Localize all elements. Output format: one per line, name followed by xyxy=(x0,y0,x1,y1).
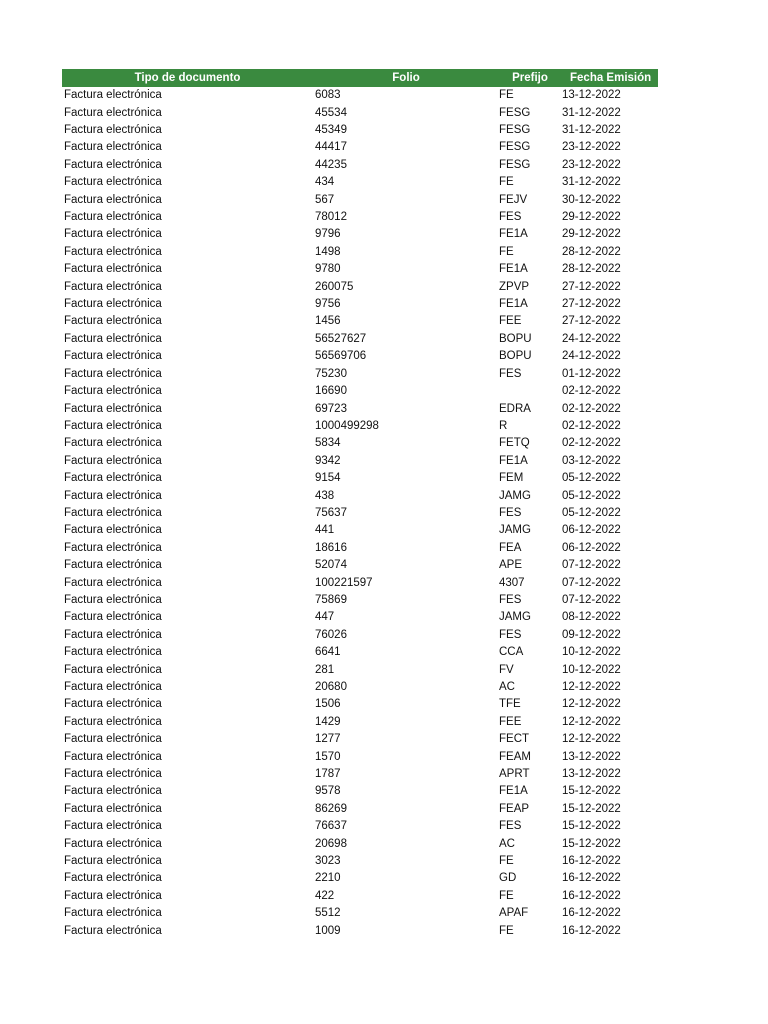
header-fecha-emision: Fecha Emisión xyxy=(570,71,652,84)
cell-folio: 45534 xyxy=(315,106,347,119)
table-row xyxy=(62,139,658,156)
cell-prefijo: FE1A xyxy=(499,298,528,311)
cell-fecha-emision: 29-12-2022 xyxy=(562,211,621,224)
table-row xyxy=(62,366,658,383)
cell-prefijo: JAMG xyxy=(499,489,531,502)
table-row xyxy=(62,783,658,800)
table-row xyxy=(62,400,658,417)
table-row xyxy=(62,522,658,539)
cell-tipo-documento: Factura electrónica xyxy=(64,158,162,171)
cell-tipo-documento: Factura electrónica xyxy=(64,715,162,728)
cell-fecha-emision: 07-12-2022 xyxy=(562,576,621,589)
header-prefijo: Prefijo xyxy=(512,71,548,84)
cell-prefijo: FEE xyxy=(499,315,522,328)
cell-tipo-documento: Factura electrónica xyxy=(64,245,162,258)
cell-folio: 86269 xyxy=(315,802,347,815)
cell-folio: 56527627 xyxy=(315,332,367,345)
table-row xyxy=(62,122,658,139)
cell-folio: 9154 xyxy=(315,472,341,485)
cell-tipo-documento: Factura electrónica xyxy=(64,263,162,276)
table-row xyxy=(62,714,658,731)
cell-tipo-documento: Factura electrónica xyxy=(64,924,162,937)
cell-tipo-documento: Factura electrónica xyxy=(64,663,162,676)
cell-folio: 9342 xyxy=(315,454,341,467)
table-row xyxy=(62,505,658,522)
cell-fecha-emision: 31-12-2022 xyxy=(562,176,621,189)
cell-fecha-emision: 10-12-2022 xyxy=(562,663,621,676)
cell-prefijo: TFE xyxy=(499,698,521,711)
cell-fecha-emision: 16-12-2022 xyxy=(562,872,621,885)
table-row xyxy=(62,226,658,243)
cell-folio: 16690 xyxy=(315,385,347,398)
cell-folio: 20680 xyxy=(315,681,347,694)
cell-prefijo: FECT xyxy=(499,733,530,746)
cell-prefijo: AC xyxy=(499,681,515,694)
cell-tipo-documento: Factura electrónica xyxy=(64,785,162,798)
cell-prefijo: CCA xyxy=(499,646,524,659)
cell-folio: 9780 xyxy=(315,263,341,276)
table-row xyxy=(62,209,658,226)
invoice-table xyxy=(62,69,658,940)
cell-fecha-emision: 24-12-2022 xyxy=(562,332,621,345)
cell-fecha-emision: 16-12-2022 xyxy=(562,889,621,902)
cell-tipo-documento: Factura electrónica xyxy=(64,280,162,293)
table-row xyxy=(62,453,658,470)
table-row xyxy=(62,418,658,435)
cell-tipo-documento: Factura electrónica xyxy=(64,576,162,589)
cell-folio: 1456 xyxy=(315,315,341,328)
cell-prefijo: FEAP xyxy=(499,802,530,815)
cell-tipo-documento: Factura electrónica xyxy=(64,402,162,415)
cell-tipo-documento: Factura electrónica xyxy=(64,768,162,781)
cell-prefijo: FE xyxy=(499,855,514,868)
cell-prefijo: ZPVP xyxy=(499,280,530,293)
cell-folio: 1277 xyxy=(315,733,341,746)
cell-fecha-emision: 03-12-2022 xyxy=(562,454,621,467)
cell-folio: 9756 xyxy=(315,298,341,311)
cell-fecha-emision: 12-12-2022 xyxy=(562,733,621,746)
cell-fecha-emision: 02-12-2022 xyxy=(562,437,621,450)
cell-fecha-emision: 02-12-2022 xyxy=(562,402,621,415)
cell-fecha-emision: 13-12-2022 xyxy=(562,768,621,781)
table-row xyxy=(62,244,658,261)
cell-tipo-documento: Factura electrónica xyxy=(64,419,162,432)
cell-fecha-emision: 02-12-2022 xyxy=(562,385,621,398)
cell-fecha-emision: 05-12-2022 xyxy=(562,489,621,502)
table-row xyxy=(62,609,658,626)
table-row xyxy=(62,731,658,748)
table-row xyxy=(62,888,658,905)
cell-fecha-emision: 28-12-2022 xyxy=(562,245,621,258)
header-tipo-documento: Tipo de documento xyxy=(134,71,241,84)
cell-folio: 1000499298 xyxy=(315,419,379,432)
cell-folio: 44235 xyxy=(315,158,347,171)
cell-prefijo: AC xyxy=(499,837,515,850)
table-row xyxy=(62,174,658,191)
table-row xyxy=(62,679,658,696)
table-row xyxy=(62,313,658,330)
cell-folio: 438 xyxy=(315,489,335,502)
table-row xyxy=(62,540,658,557)
cell-fecha-emision: 06-12-2022 xyxy=(562,541,621,554)
cell-fecha-emision: 27-12-2022 xyxy=(562,280,621,293)
cell-tipo-documento: Factura electrónica xyxy=(64,802,162,815)
cell-folio: 5512 xyxy=(315,907,341,920)
cell-fecha-emision: 12-12-2022 xyxy=(562,681,621,694)
cell-folio: 18616 xyxy=(315,541,347,554)
cell-prefijo: FE1A xyxy=(499,263,528,276)
cell-tipo-documento: Factura electrónica xyxy=(64,733,162,746)
cell-tipo-documento: Factura electrónica xyxy=(64,872,162,885)
cell-fecha-emision: 23-12-2022 xyxy=(562,141,621,154)
cell-tipo-documento: Factura electrónica xyxy=(64,750,162,763)
cell-prefijo: BOPU xyxy=(499,332,532,345)
cell-tipo-documento: Factura electrónica xyxy=(64,628,162,641)
table-row xyxy=(62,296,658,313)
cell-fecha-emision: 15-12-2022 xyxy=(562,785,621,798)
cell-prefijo: FETQ xyxy=(499,437,530,450)
cell-prefijo: FEA xyxy=(499,541,522,554)
cell-prefijo: GD xyxy=(499,872,517,885)
cell-fecha-emision: 16-12-2022 xyxy=(562,907,621,920)
table-row xyxy=(62,627,658,644)
cell-folio: 441 xyxy=(315,524,335,537)
cell-folio: 100221597 xyxy=(315,576,373,589)
table-row xyxy=(62,835,658,852)
table-row xyxy=(62,470,658,487)
cell-fecha-emision: 16-12-2022 xyxy=(562,855,621,868)
cell-prefijo: FESG xyxy=(499,124,531,137)
cell-fecha-emision: 08-12-2022 xyxy=(562,611,621,624)
cell-prefijo: FE xyxy=(499,245,514,258)
cell-prefijo: FESG xyxy=(499,158,531,171)
table-row xyxy=(62,748,658,765)
cell-prefijo: APRT xyxy=(499,768,530,781)
cell-tipo-documento: Factura electrónica xyxy=(64,106,162,119)
cell-fecha-emision: 15-12-2022 xyxy=(562,802,621,815)
cell-fecha-emision: 09-12-2022 xyxy=(562,628,621,641)
cell-prefijo: FE1A xyxy=(499,785,528,798)
cell-prefijo: FEE xyxy=(499,715,522,728)
cell-fecha-emision: 06-12-2022 xyxy=(562,524,621,537)
cell-prefijo: FESG xyxy=(499,106,531,119)
cell-prefijo: FES xyxy=(499,367,522,380)
table-row xyxy=(62,87,658,104)
table-row xyxy=(62,644,658,661)
cell-prefijo: FESG xyxy=(499,141,531,154)
cell-fecha-emision: 23-12-2022 xyxy=(562,158,621,171)
table-header-row xyxy=(62,69,658,87)
table-row xyxy=(62,853,658,870)
cell-folio: 69723 xyxy=(315,402,347,415)
table-row xyxy=(62,261,658,278)
cell-prefijo: JAMG xyxy=(499,611,531,624)
table-row xyxy=(62,801,658,818)
table-row xyxy=(62,923,658,940)
cell-tipo-documento: Factura electrónica xyxy=(64,89,162,102)
cell-folio: 9578 xyxy=(315,785,341,798)
cell-prefijo: FES xyxy=(499,506,522,519)
cell-fecha-emision: 24-12-2022 xyxy=(562,350,621,363)
cell-prefijo: FEAM xyxy=(499,750,531,763)
cell-prefijo: FE1A xyxy=(499,454,528,467)
cell-tipo-documento: Factura electrónica xyxy=(64,211,162,224)
cell-fecha-emision: 10-12-2022 xyxy=(562,646,621,659)
cell-folio: 281 xyxy=(315,663,335,676)
cell-folio: 1570 xyxy=(315,750,341,763)
cell-fecha-emision: 29-12-2022 xyxy=(562,228,621,241)
cell-folio: 75869 xyxy=(315,593,347,606)
cell-folio: 56569706 xyxy=(315,350,367,363)
cell-tipo-documento: Factura electrónica xyxy=(64,524,162,537)
cell-prefijo: 4307 xyxy=(499,576,525,589)
cell-prefijo: FE xyxy=(499,924,514,937)
cell-tipo-documento: Factura electrónica xyxy=(64,367,162,380)
cell-folio: 2210 xyxy=(315,872,341,885)
cell-folio: 44417 xyxy=(315,141,347,154)
cell-tipo-documento: Factura electrónica xyxy=(64,437,162,450)
cell-prefijo: FE1A xyxy=(499,228,528,241)
table-body xyxy=(62,87,658,940)
cell-prefijo: APE xyxy=(499,559,523,572)
cell-folio: 1009 xyxy=(315,924,341,937)
cell-fecha-emision: 13-12-2022 xyxy=(562,750,621,763)
cell-tipo-documento: Factura electrónica xyxy=(64,385,162,398)
cell-folio: 45349 xyxy=(315,124,347,137)
cell-tipo-documento: Factura electrónica xyxy=(64,681,162,694)
cell-folio: 260075 xyxy=(315,280,354,293)
cell-prefijo: FEM xyxy=(499,472,524,485)
cell-folio: 567 xyxy=(315,193,335,206)
cell-fecha-emision: 02-12-2022 xyxy=(562,419,621,432)
cell-prefijo: EDRA xyxy=(499,402,531,415)
cell-tipo-documento: Factura electrónica xyxy=(64,176,162,189)
cell-fecha-emision: 13-12-2022 xyxy=(562,89,621,102)
cell-tipo-documento: Factura electrónica xyxy=(64,611,162,624)
cell-folio: 6083 xyxy=(315,89,341,102)
cell-fecha-emision: 15-12-2022 xyxy=(562,820,621,833)
cell-tipo-documento: Factura electrónica xyxy=(64,889,162,902)
cell-prefijo: FES xyxy=(499,211,522,224)
cell-tipo-documento: Factura electrónica xyxy=(64,646,162,659)
cell-tipo-documento: Factura electrónica xyxy=(64,593,162,606)
table-row xyxy=(62,348,658,365)
cell-prefijo: FV xyxy=(499,663,514,676)
cell-tipo-documento: Factura electrónica xyxy=(64,228,162,241)
cell-tipo-documento: Factura electrónica xyxy=(64,315,162,328)
table-row xyxy=(62,557,658,574)
table-row xyxy=(62,487,658,504)
table-row xyxy=(62,383,658,400)
cell-fecha-emision: 05-12-2022 xyxy=(562,506,621,519)
cell-folio: 1787 xyxy=(315,768,341,781)
header-folio: Folio xyxy=(392,71,420,84)
cell-tipo-documento: Factura electrónica xyxy=(64,193,162,206)
cell-fecha-emision: 28-12-2022 xyxy=(562,263,621,276)
cell-tipo-documento: Factura electrónica xyxy=(64,559,162,572)
cell-folio: 76026 xyxy=(315,628,347,641)
cell-folio: 3023 xyxy=(315,855,341,868)
cell-tipo-documento: Factura electrónica xyxy=(64,907,162,920)
cell-prefijo: APAF xyxy=(499,907,529,920)
cell-folio: 76637 xyxy=(315,820,347,833)
cell-tipo-documento: Factura electrónica xyxy=(64,298,162,311)
cell-fecha-emision: 27-12-2022 xyxy=(562,315,621,328)
cell-tipo-documento: Factura electrónica xyxy=(64,141,162,154)
cell-folio: 52074 xyxy=(315,559,347,572)
cell-fecha-emision: 07-12-2022 xyxy=(562,559,621,572)
cell-prefijo: FE xyxy=(499,89,514,102)
cell-folio: 422 xyxy=(315,889,335,902)
cell-fecha-emision: 31-12-2022 xyxy=(562,124,621,137)
cell-fecha-emision: 07-12-2022 xyxy=(562,593,621,606)
cell-tipo-documento: Factura electrónica xyxy=(64,506,162,519)
table-row xyxy=(62,905,658,922)
cell-tipo-documento: Factura electrónica xyxy=(64,124,162,137)
cell-folio: 6641 xyxy=(315,646,341,659)
table-row xyxy=(62,278,658,295)
cell-fecha-emision: 15-12-2022 xyxy=(562,837,621,850)
cell-tipo-documento: Factura electrónica xyxy=(64,698,162,711)
table-row xyxy=(62,661,658,678)
cell-fecha-emision: 12-12-2022 xyxy=(562,715,621,728)
cell-folio: 1498 xyxy=(315,245,341,258)
cell-fecha-emision: 12-12-2022 xyxy=(562,698,621,711)
cell-tipo-documento: Factura electrónica xyxy=(64,489,162,502)
cell-fecha-emision: 27-12-2022 xyxy=(562,298,621,311)
table-row xyxy=(62,592,658,609)
cell-tipo-documento: Factura electrónica xyxy=(64,472,162,485)
cell-prefijo: JAMG xyxy=(499,524,531,537)
table-row xyxy=(62,766,658,783)
cell-prefijo: FES xyxy=(499,628,522,641)
cell-prefijo: FE xyxy=(499,176,514,189)
cell-folio: 9796 xyxy=(315,228,341,241)
cell-folio: 434 xyxy=(315,176,335,189)
table-row xyxy=(62,104,658,121)
cell-folio: 75230 xyxy=(315,367,347,380)
table-row xyxy=(62,870,658,887)
cell-folio: 1429 xyxy=(315,715,341,728)
table-row xyxy=(62,574,658,591)
table-row xyxy=(62,331,658,348)
table-row xyxy=(62,696,658,713)
cell-tipo-documento: Factura electrónica xyxy=(64,855,162,868)
cell-tipo-documento: Factura electrónica xyxy=(64,350,162,363)
cell-fecha-emision: 05-12-2022 xyxy=(562,472,621,485)
cell-prefijo: FE xyxy=(499,889,514,902)
cell-prefijo: FEJV xyxy=(499,193,528,206)
cell-folio: 1506 xyxy=(315,698,341,711)
cell-prefijo: BOPU xyxy=(499,350,532,363)
cell-prefijo: FES xyxy=(499,820,522,833)
cell-folio: 20698 xyxy=(315,837,347,850)
cell-prefijo: FES xyxy=(499,593,522,606)
cell-folio: 78012 xyxy=(315,211,347,224)
table-row xyxy=(62,157,658,174)
table-row xyxy=(62,435,658,452)
table-row xyxy=(62,818,658,835)
cell-tipo-documento: Factura electrónica xyxy=(64,332,162,345)
cell-fecha-emision: 16-12-2022 xyxy=(562,924,621,937)
cell-tipo-documento: Factura electrónica xyxy=(64,837,162,850)
cell-tipo-documento: Factura electrónica xyxy=(64,541,162,554)
cell-tipo-documento: Factura electrónica xyxy=(64,820,162,833)
cell-prefijo: R xyxy=(499,419,508,432)
cell-folio: 5834 xyxy=(315,437,341,450)
cell-tipo-documento: Factura electrónica xyxy=(64,454,162,467)
table-row xyxy=(62,191,658,208)
cell-fecha-emision: 31-12-2022 xyxy=(562,106,621,119)
cell-fecha-emision: 01-12-2022 xyxy=(562,367,621,380)
cell-folio: 447 xyxy=(315,611,335,624)
cell-folio: 75637 xyxy=(315,506,347,519)
cell-fecha-emision: 30-12-2022 xyxy=(562,193,621,206)
